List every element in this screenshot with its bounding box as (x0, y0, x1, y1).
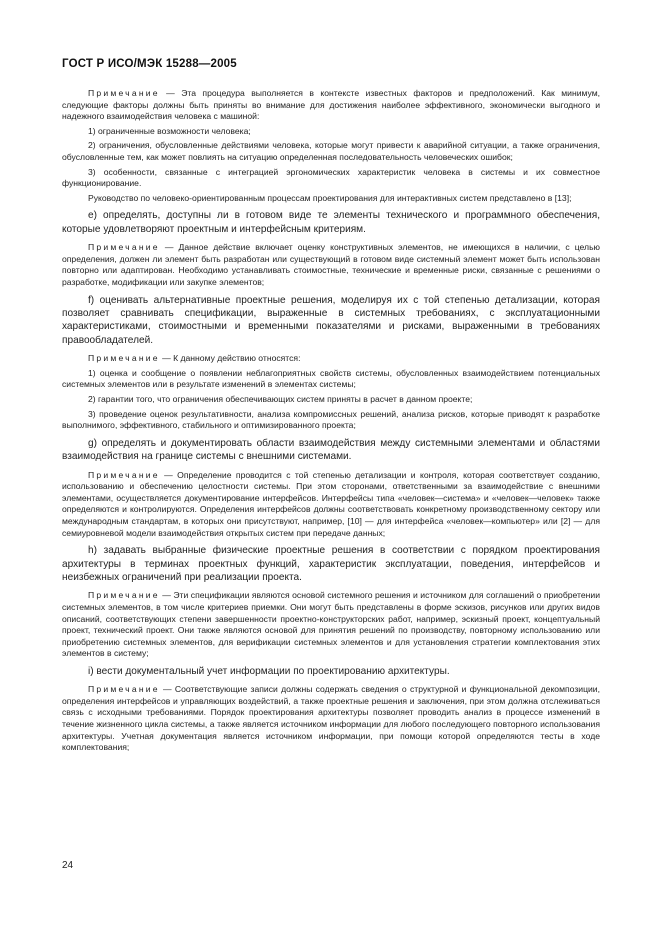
document-page (62, 58, 600, 757)
list-item: 1) оценка и сообщение о появлении неблагоприятных свойств системы, обусловленных взаимодействием потенциальных системных элементов или в результате изменений в элементах системы; (62, 367, 600, 390)
document-header: ГОСТ Р ИСО/МЭК 15288—2005 (62, 58, 237, 70)
list-item: 2) ограничения, обусловленные действиями человека, которые могут привести к аварийной ситуации, а также ограничения, обусловленные тем, как может повлиять на ситуацию определенная последовательность человеческих ошибок; (62, 140, 600, 162)
note-label: Примечание (88, 88, 160, 98)
note-paragraph-1: Примечание — Эта процедура выполняется в контексте известных факторов и предположений. Как минимум, следующие факторы должны быть приняты во внимание для достижения наиболее эффективного, экономически выгодного и надежного взаимодействия человека с машиной: (62, 88, 600, 122)
note-paragraph-4: Примечание — Определение проводится с той степенью детализации и контроля, которая соответствует созданию, использованию и обеспечению целостности системы. При этом сторонами, ответственными за взаимодействие с внешними элементами, осуществляется документирование интерфейсов. Интерфейсы типа «человек—система» и «человек—человек» также определяются и контролируются. Определения интерфейсов должны соответствовать конкретному производственному сектору или международным стандартам, в которых они присутствуют, например, [10] — для интерфейса «человек—компьютер» или [2] — для семиуровневой модели взаимодействия открытых систем при передаче данных; (62, 469, 600, 538)
note-paragraph-2: Примечание — Данное действие включает оценку конструктивных элементов, не имеющихся в наличии, с целью определения, должен ли элемент быть разработан или существующий в готовом виде системный элемент может быть использован повторно или адаптирован. Необходимо устанавливать стоимостные, технические и временные риски, связанные с решениями о разработке, модификации или закупке элементов; (62, 242, 600, 287)
page-number: 24 (62, 860, 74, 871)
list-item: 3) особенности, связанные с интеграцией эргономических характеристик человека в системы и их совместное функционирование. (62, 166, 600, 189)
list-item: 3) проведение оценок результативности, анализа компромиссных решений, анализа рисков, которые приводят к разработке выполнимого, эффективного, стабильного и оптимизированного проекта; (62, 408, 600, 431)
note-label: Примечание (88, 353, 160, 364)
list-item: 1) ограниченные возможности человека; (88, 125, 251, 136)
note-label: Примечание (88, 590, 160, 601)
note-paragraph-5: Примечание — Эти спецификации являются основой системного решения и источником для соглашений о приобретении системных элементов, в том числе критериев приемки. Они могут быть представлены в форме эскизов, рисунков или других видов описаний, соответствующих степени завершенности проектно-конструкторских работ, например, эскизный проект, концептуальный проект, технический проект. Они также являются основой для принятия решений по производству, повторному использованию или приобретению системных элементов, для верификации системных элементов и для установления стратегии комплектования этих элементов в систему; (62, 590, 600, 659)
note-label: Примечание (88, 469, 160, 480)
reference-paragraph: Руководство по человеко-ориентированным процессам проектирования для интерактивных систем представлено в [13]; (88, 192, 572, 203)
note-label: Примечание (88, 684, 160, 695)
item-h: h) задавать выбранные физические проектные решения в соответствии с порядком проектирования архитектуры в терминах проектных функций, характеристик эксплуатации, поведения, интерфейсов и неизбежных ограничений при реализации проекта. (62, 545, 600, 583)
item-f: f) оценивать альтернативные проектные решения, моделируя их с той степенью детализации, которая позволяет сравнивать спецификации, выраженные в системных требованиях, с эксплуатационными характеристиками, стоимостными и временными показателями и рисками, выраженными в требованиях правообладателей. (62, 294, 600, 346)
item-i: i) вести документальный учет информации по проектированию архитектуры. (88, 665, 450, 677)
note-paragraph-6: Примечание — Соответствующие записи должны содержать сведения о структурной и функциональной декомпозиции, определения интерфейсов и управляющих воздействий, а также проектные решения и заключения, при этом должна отслеживаться связь с исходными требованиями. Порядок проектирования архитектуры позволяет проводить анализ в процессе изменений в течение жизненного цикла системы, а также является источником информации для любого последующего повторного использования архитектуры. Учетная документация является источником информации, при помощи которой определяются тесты в ходе комплектования; (62, 684, 600, 753)
item-g: g) определять и документировать области взаимодействия между системными элементами и областями взаимодействия на границе системы с внешними системами. (62, 437, 600, 463)
note-paragraph-3: Примечание — К данному действию относятся: (88, 353, 301, 364)
list-item: 2) гарантии того, что ограничения обеспечивающих систем приняты в расчет в данном проекте; (88, 393, 473, 404)
note-label: Примечание (88, 242, 160, 253)
item-e: e) определять, доступны ли в готовом виде те элементы технического и программного обеспечения, которые удовлетворяют проектным и интерфейсным критериям. (62, 210, 600, 235)
